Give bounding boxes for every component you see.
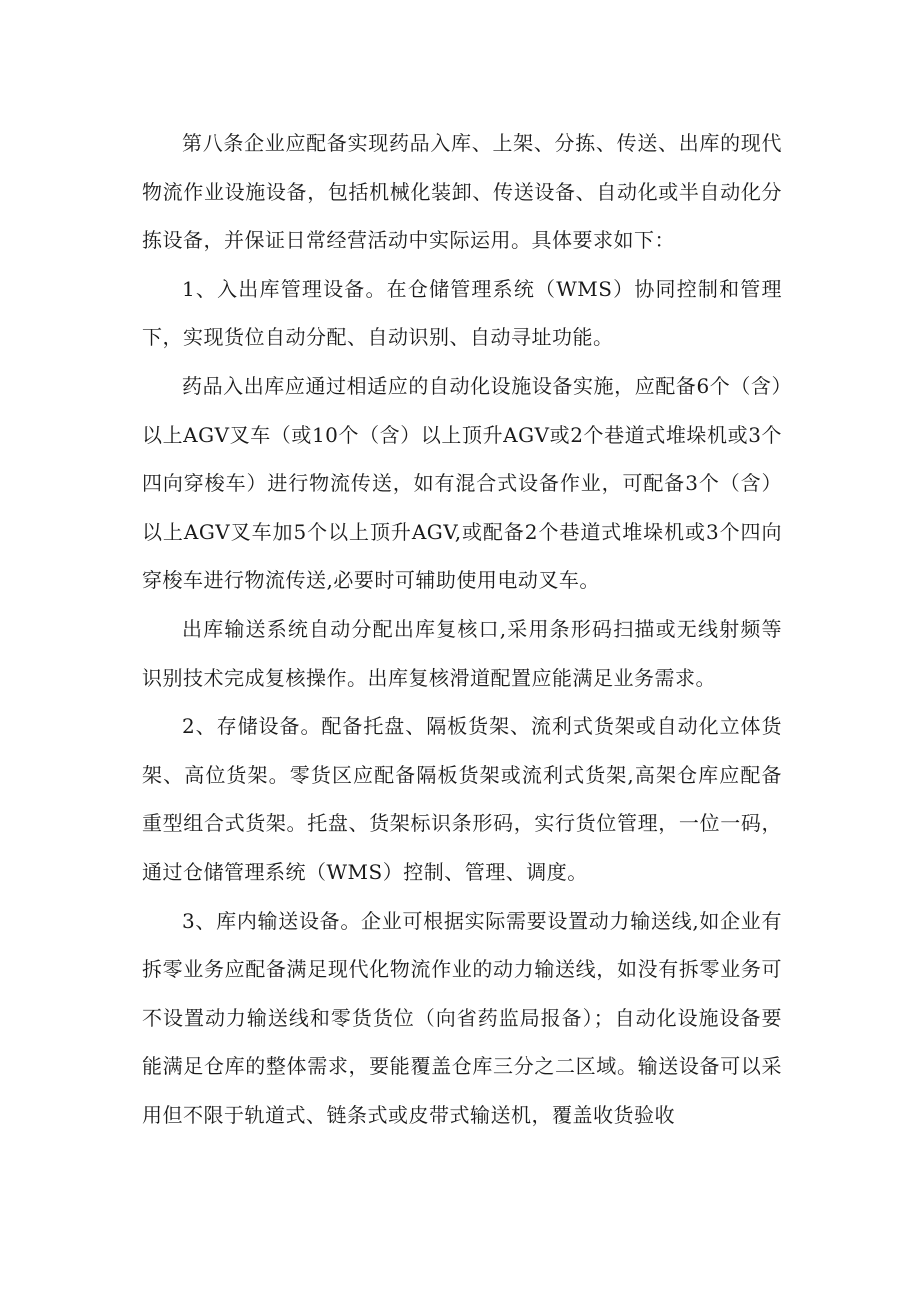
paragraph-storage-equipment: 2、存储设备。配备托盘、隔板货架、流利式货架或自动化立体货架、高位货架。零货区应配备隔板货架或流利式货架,高架仓库应配备重型组合式货架。托盘、货架标识条形码，实行货位管理，一位一码，通过仓储管理系统（WMS）控制、管理、调度。 — [142, 714, 782, 884]
paragraph-article-8-intro: 第八条企业应配备实现药品入库、上架、分拣、传送、出库的现代物流作业设施设备，包括机械化装卸、传送设备、自动化或半自动化分拣设备，并保证日常经营活动中实际运用。具体要求如下： — [142, 131, 782, 253]
document-body — [142, 119, 782, 1139]
paragraph-conveying-equipment: 3、库内输送设备。企业可根据实际需要设置动力输送线,如企业有拆零业务应配备满足现代化物流作业的动力输送线，如没有拆零业务可不设置动力输送线和零货货位（向省药监局报备）；自动化设施设备要能满足仓库的整体需求，要能覆盖仓库三分之二区域。输送设备可以采用但不限于轨道式、链条式或皮带式输送机，覆盖收货验收 — [142, 908, 782, 1127]
paragraph-inbound-outbound-equipment: 1、入出库管理设备。在仓储管理系统（WMS）协同控制和管理下，实现货位自动分配、自动识别、自动寻址功能。 — [142, 276, 782, 350]
paragraph-outbound-conveyor: 出库输送系统自动分配出库复核口,采用条形码扫描或无线射频等识别技术完成复核操作。出库复核滑道配置应能满足业务需求。 — [142, 616, 782, 690]
paragraph-automation-requirements: 药品入出库应通过相适应的自动化设施设备实施，应配备6个（含）以上AGV叉车（或10个（含）以上顶升AGV或2个巷道式堆垛机或3个四向穿梭车）进行物流传送，如有混合式设备作业，可配备3个（含）以上AGV叉车加5个以上顶升AGV,或配备2个巷道式堆垛机或3个四向穿梭车进行物流传送,必要时可辅助使用电动叉车。 — [142, 373, 782, 593]
